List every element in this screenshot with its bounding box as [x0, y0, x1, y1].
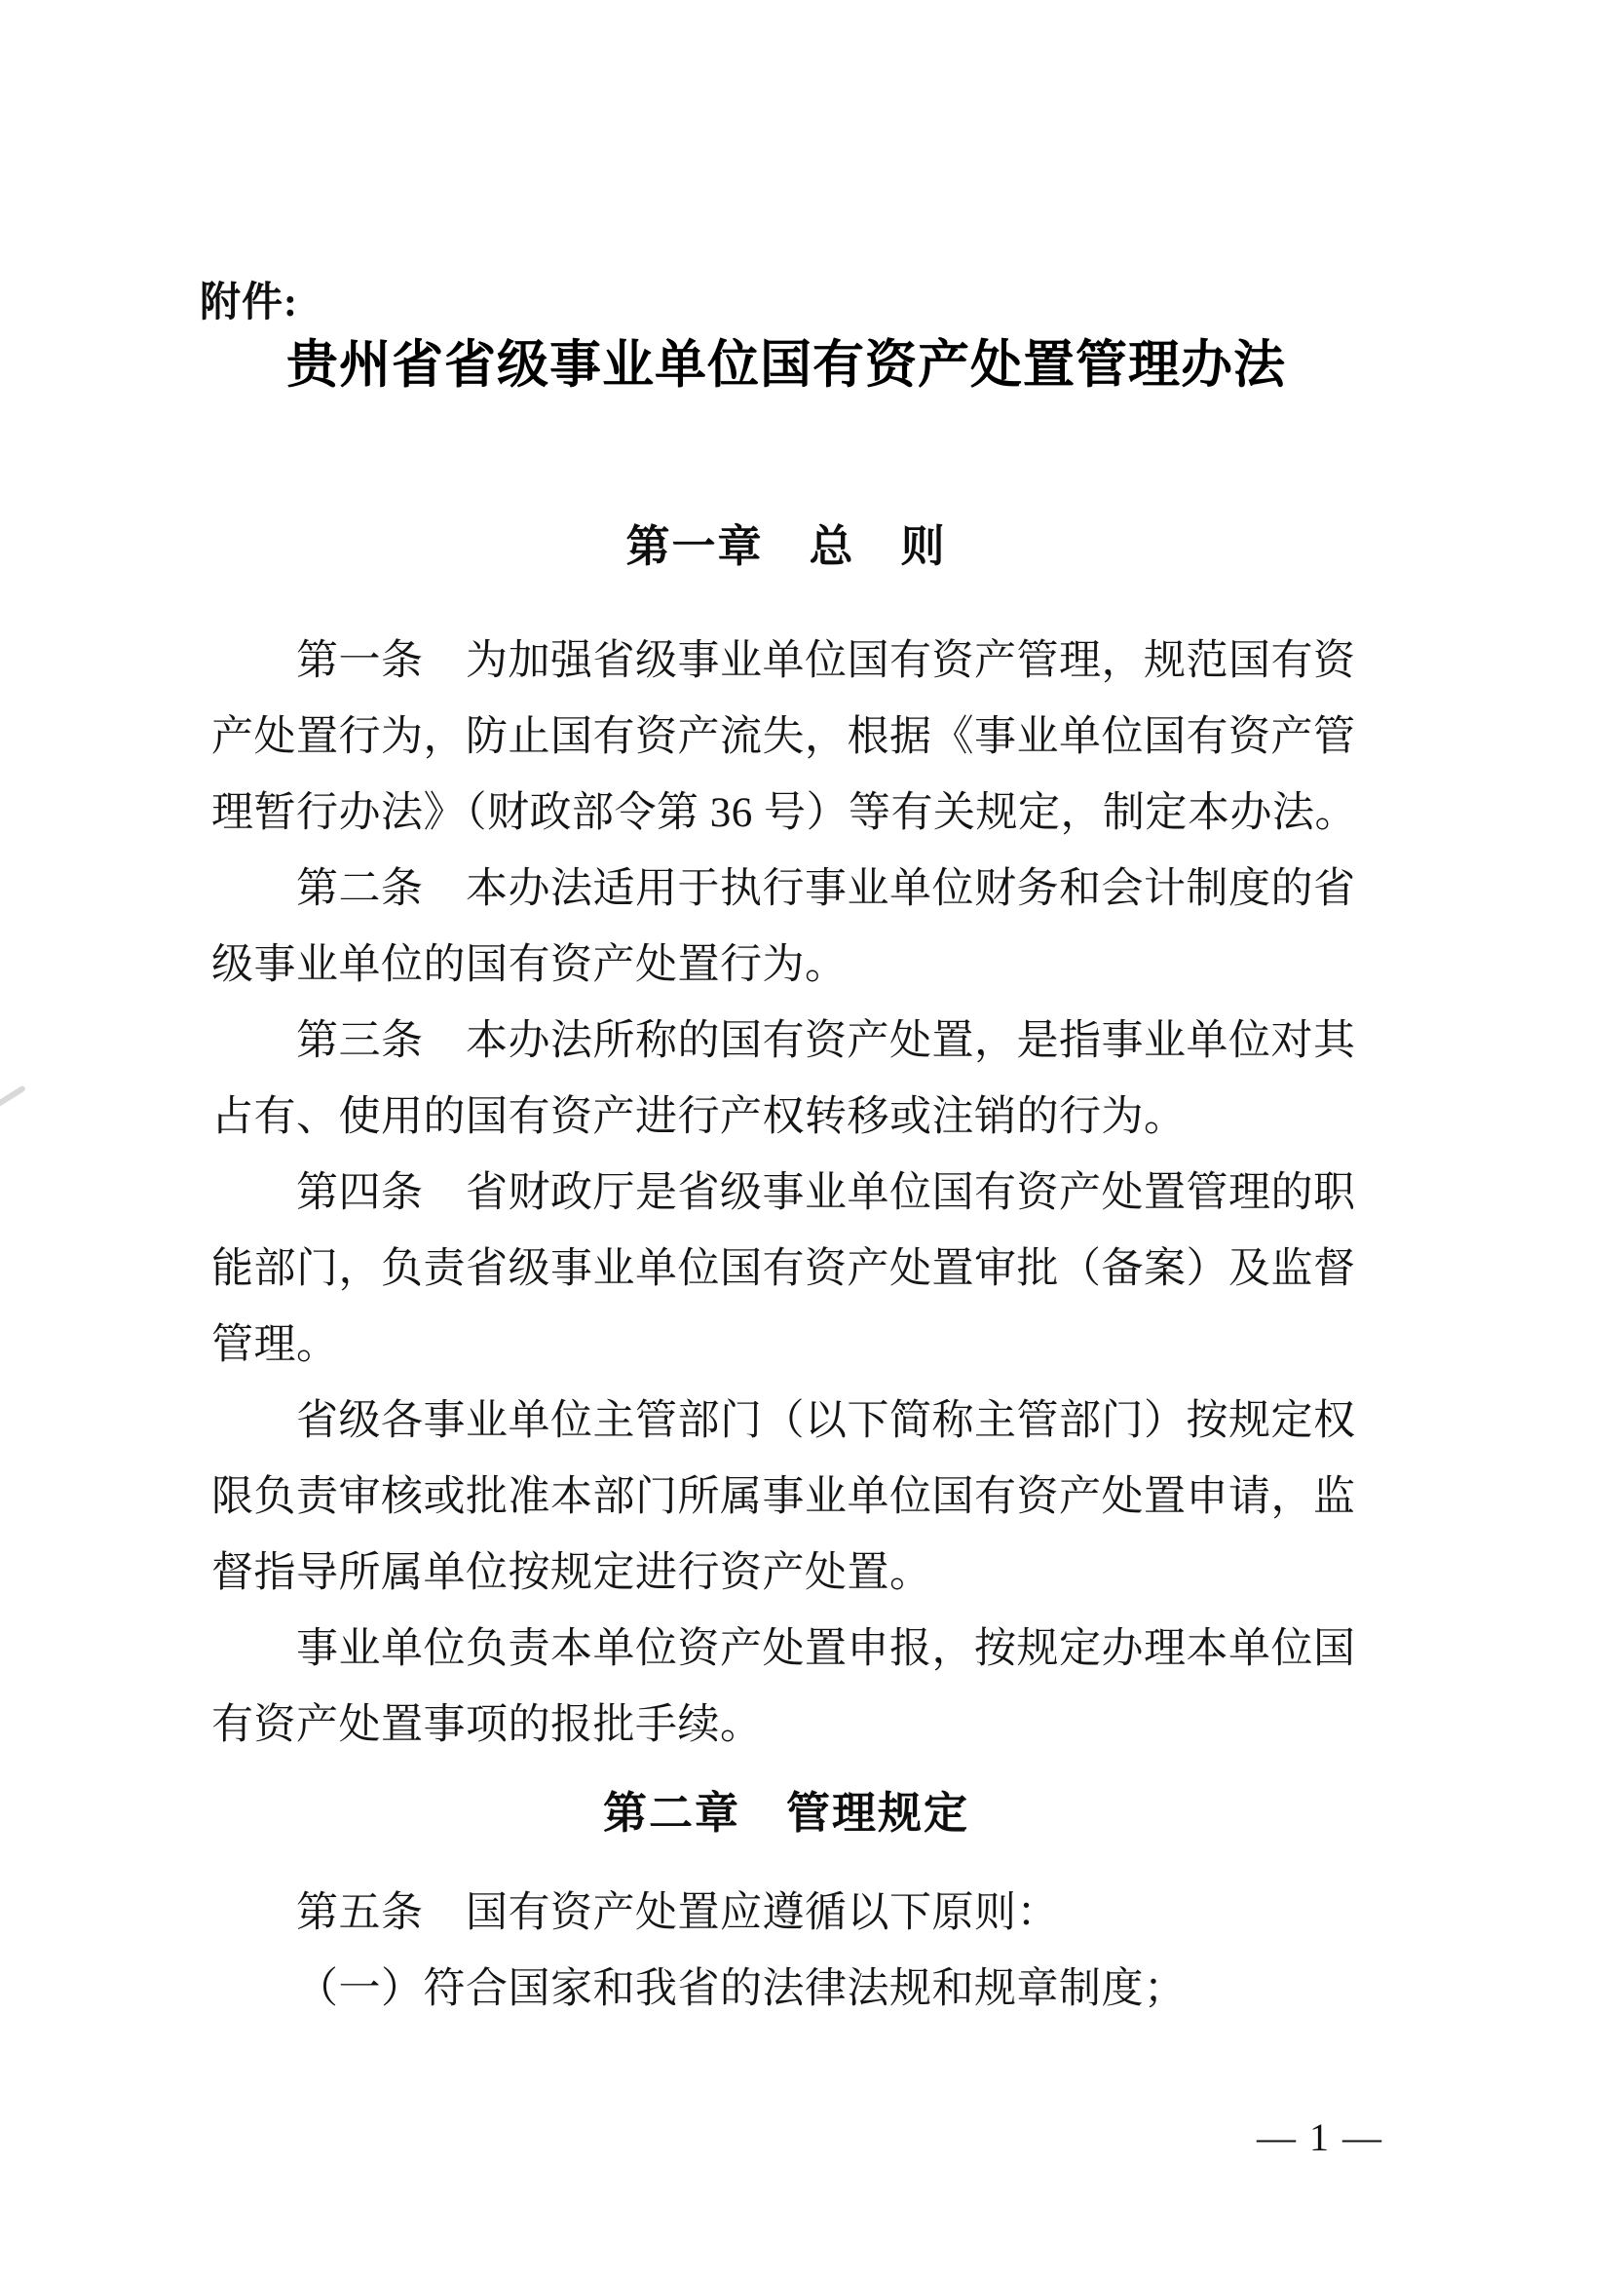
chapter-2-heading: 第二章 管理规定 [602, 1789, 969, 1838]
document-line: 占有、使用的国有资产进行产权转移或注销的行为。 [211, 1094, 1187, 1140]
page-number: — 1 — [1257, 2115, 1383, 2159]
document-line: 第二条 本办法适用于执行事业单位财务和会计制度的省 [296, 866, 1356, 912]
chapter-1-heading: 第一章 总 则 [625, 522, 947, 571]
document-line: 督指导所属单位按规定进行资产处置。 [211, 1550, 932, 1596]
document-line: 有资产处置事项的报批手续。 [211, 1702, 763, 1748]
document-line: 产处置行为，防止国有资产流失，根据《事业单位国有资产管 [211, 714, 1356, 760]
document-line: 第一条 为加强省级事业单位国有资产管理，规范国有资 [296, 638, 1356, 684]
document-line: 第五条 国有资产处置应遵循以下原则： [296, 1890, 1059, 1936]
document-line: 能部门，负责省级事业单位国有资产处置审批（备案）及监督 [211, 1246, 1356, 1292]
document-line: 事业单位负责本单位资产处置申报，按规定办理本单位国 [296, 1626, 1356, 1672]
document-line: 第三条 本办法所称的国有资产处置，是指事业单位对其 [296, 1018, 1356, 1064]
document-line: 管理。 [211, 1322, 339, 1368]
document-line: 省级各事业单位主管部门（以下简称主管部门）按规定权 [296, 1398, 1356, 1444]
attachment-label: 附件: [200, 281, 298, 325]
document-line: （一）符合国家和我省的法律法规和规章制度； [296, 1966, 1187, 2012]
chapter-2-body [211, 1876, 1371, 2028]
document-line: 第四条 省财政厅是省级事业单位国有资产处置管理的职 [296, 1170, 1356, 1216]
document-line: 限负责审核或批准本部门所属事业单位国有资产处置申请，监 [211, 1474, 1356, 1520]
chapter-1-body [211, 624, 1371, 1764]
scan-smudge-artifact [0, 1084, 26, 1107]
document-line: 级事业单位的国有资产处置行为。 [211, 942, 848, 988]
document-title: 贵州省省级事业单位国有资产处置管理办法 [286, 337, 1286, 394]
document-line: 理暂行办法》（财政部令第 36 号）等有关规定，制定本办法。 [211, 790, 1357, 836]
